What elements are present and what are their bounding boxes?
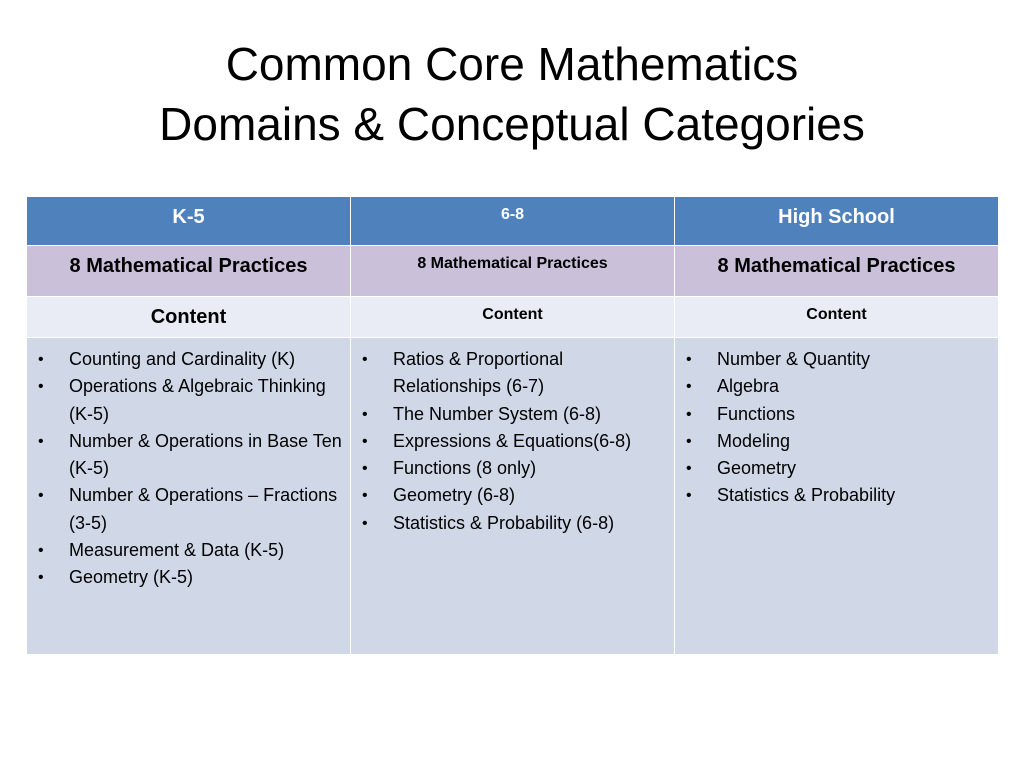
- practices-row: [27, 246, 999, 297]
- list-item-text: The Number System (6-8): [393, 403, 602, 424]
- list-item-text: Geometry (K-5): [69, 567, 194, 588]
- list-item-text: Expressions & Equations(6-8): [393, 430, 632, 451]
- header-cell-high-school: [675, 197, 999, 246]
- items-cell-high-school: [675, 338, 999, 655]
- bullet-icon: •: [686, 460, 692, 478]
- list-item: [359, 346, 666, 401]
- list-item: [359, 401, 666, 428]
- title-line-2: Domains & Conceptual Categories: [159, 98, 865, 150]
- domains-table: [26, 196, 999, 655]
- practices-k5: 8 Mathematical Practices: [69, 255, 308, 277]
- bullet-icon: •: [686, 432, 692, 450]
- list-item: [683, 428, 990, 455]
- content-label-cell-high-school: [675, 297, 999, 338]
- bullet-icon: •: [362, 351, 368, 368]
- header-cell-k5: [27, 197, 351, 246]
- list-item: [683, 482, 990, 509]
- header-k5: K-5: [172, 206, 205, 228]
- list-item-text: Modeling: [717, 430, 791, 451]
- title-line-1: Common Core Mathematics: [225, 38, 799, 90]
- bullet-icon: •: [686, 378, 692, 396]
- bullet-icon: •: [686, 405, 692, 423]
- list-item: [683, 346, 990, 373]
- content-label-high-school: Content: [806, 306, 867, 323]
- list-item: [359, 455, 666, 482]
- bullet-icon: •: [38, 378, 44, 396]
- slide-title: [0, 34, 1024, 154]
- bullet-icon: •: [38, 487, 44, 505]
- bullet-icon: •: [38, 569, 44, 587]
- grade-band-header-row: [27, 197, 999, 246]
- bullet-icon: •: [38, 432, 44, 450]
- list-item-text: Operations & Algebraic Thinking (K-5): [69, 376, 326, 424]
- header-cell-6-8: [351, 197, 675, 246]
- bullet-icon: •: [362, 460, 368, 478]
- practices-cell-high-school: [675, 246, 999, 297]
- practices-high-school: 8 Mathematical Practices: [717, 255, 956, 277]
- list-item-text: Number & Operations in Base Ten (K-5): [69, 430, 342, 479]
- list-item: [35, 428, 342, 483]
- list-item: [683, 401, 990, 428]
- items-list-k5: [27, 338, 350, 592]
- content-items-row: [27, 338, 999, 655]
- list-item-text: Geometry (6-8): [393, 485, 516, 506]
- list-item-text: Counting and Cardinality (K): [69, 349, 296, 369]
- items-list-high-school: [675, 338, 998, 510]
- list-item: [359, 510, 666, 537]
- list-item: [35, 346, 342, 373]
- bullet-icon: •: [38, 351, 44, 368]
- list-item-text: Ratios & Proportional Relationships (6-7): [393, 349, 564, 397]
- bullet-icon: •: [362, 514, 368, 532]
- bullet-icon: •: [362, 405, 368, 423]
- content-label-k5: Content: [150, 306, 227, 328]
- practices-6-8: 8 Mathematical Practices: [417, 255, 608, 272]
- bullet-icon: •: [686, 487, 692, 505]
- items-list-6-8: [351, 338, 674, 537]
- content-label-cell-6-8: [351, 297, 675, 338]
- list-item-text: Geometry: [717, 458, 797, 479]
- list-item: [359, 482, 666, 509]
- practices-cell-k5: [27, 246, 351, 297]
- list-item: [359, 428, 666, 455]
- bullet-icon: •: [362, 432, 368, 450]
- list-item-text: Measurement & Data (K-5): [69, 540, 285, 561]
- bullet-icon: •: [38, 542, 44, 560]
- list-item-text: Algebra: [717, 376, 780, 397]
- bullet-icon: •: [686, 351, 692, 368]
- list-item: [35, 564, 342, 591]
- list-item-text: Statistics & Probability: [717, 485, 896, 506]
- list-item-text: Statistics & Probability (6-8): [393, 512, 615, 533]
- practices-cell-6-8: [351, 246, 675, 297]
- items-cell-k5: [27, 338, 351, 655]
- list-item: [35, 537, 342, 564]
- header-high-school: High School: [778, 206, 895, 228]
- list-item-text: Number & Operations – Fractions (3-5): [69, 485, 338, 533]
- bullet-icon: •: [362, 487, 368, 505]
- items-cell-6-8: [351, 338, 675, 655]
- content-label-6-8: Content: [482, 306, 543, 323]
- list-item: [683, 455, 990, 482]
- list-item: [683, 373, 990, 400]
- list-item: [35, 482, 342, 537]
- list-item-text: Number & Quantity: [717, 349, 871, 369]
- content-label-row: [27, 297, 999, 338]
- header-6-8: 6-8: [500, 206, 525, 223]
- list-item-text: Functions: [717, 403, 796, 424]
- list-item-text: Functions (8 only): [393, 458, 537, 479]
- content-label-cell-k5: [27, 297, 351, 338]
- list-item: [35, 373, 342, 428]
